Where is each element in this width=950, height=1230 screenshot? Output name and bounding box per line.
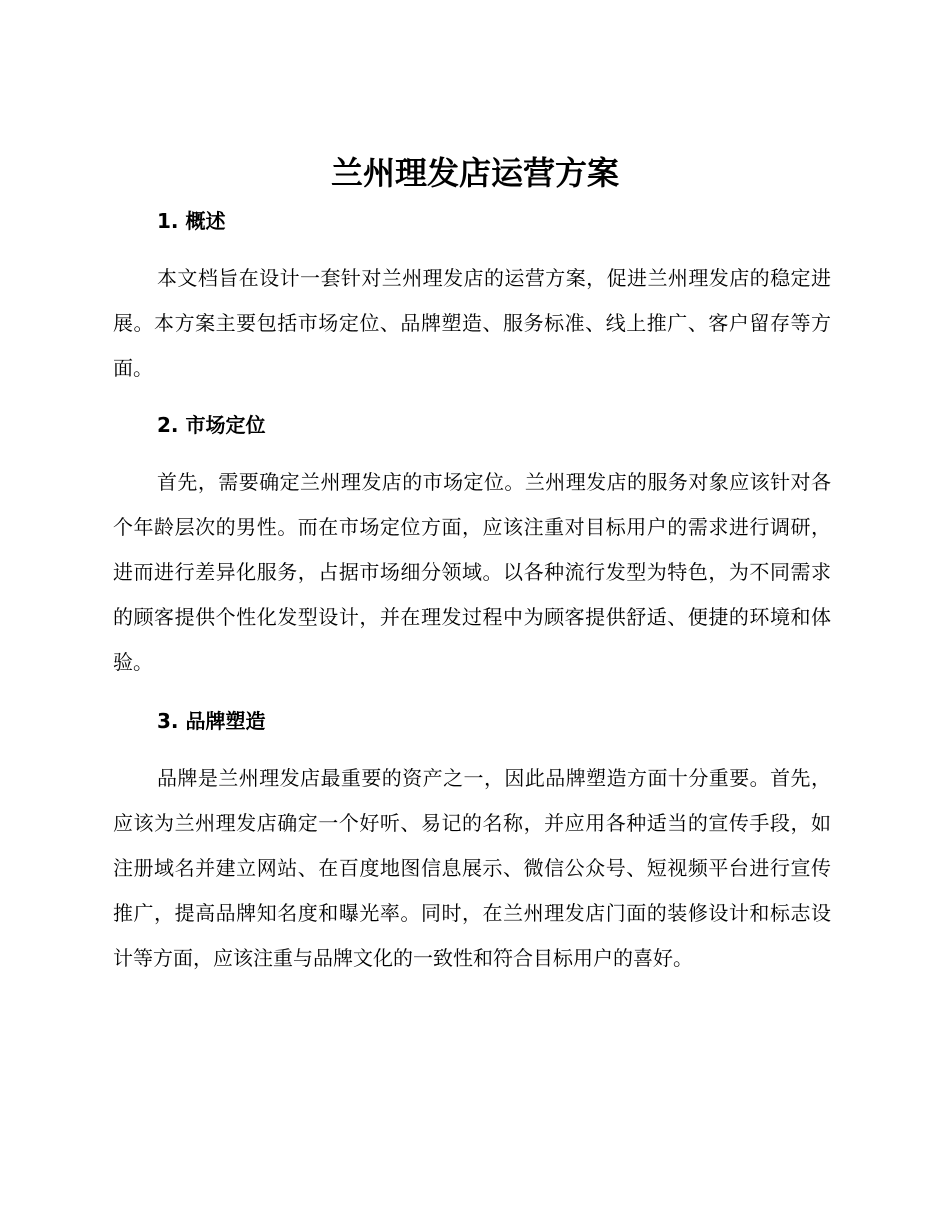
document-title: 兰州理发店运营方案 bbox=[330, 154, 619, 192]
section-paragraph-brand-building: 品牌是兰州理发店最重要的资产之一，因此品牌塑造方面十分重要。首先，应该为兰州理发店确定一个好听、易记的名称，并应用各种适当的宣传手段，如注册域名并建立网站、在百度地图信息展示、微信公众号、短视频平台进行宣传推广，提高品牌知名度和曝光率。同时，在兰州理发店门面的装修设计和标志设计等方面，应该注重与品牌文化的一致性和符合目标用户的喜好。 bbox=[113, 766, 831, 970]
section-heading-overview: 1. 概述 bbox=[157, 209, 226, 233]
section-heading-brand-building: 3. 品牌塑造 bbox=[157, 709, 266, 733]
section-paragraph-overview: 本文档旨在设计一套针对兰州理发店的运营方案，促进兰州理发店的稳定进展。本方案主要包括市场定位、品牌塑造、服务标准、线上推广、客户留存等方面。 bbox=[113, 266, 831, 380]
section-paragraph-market-positioning: 首先，需要确定兰州理发店的市场定位。兰州理发店的服务对象应该针对各个年龄层次的男性。而在市场定位方面，应该注重对目标用户的需求进行调研，进而进行差异化服务，占据市场细分领域。以各种流行发型为特色，为不同需求的顾客提供个性化发型设计，并在理发过程中为顾客提供舒适、便捷的环境和体验。 bbox=[113, 470, 831, 674]
section-heading-market-positioning: 2. 市场定位 bbox=[157, 413, 266, 437]
